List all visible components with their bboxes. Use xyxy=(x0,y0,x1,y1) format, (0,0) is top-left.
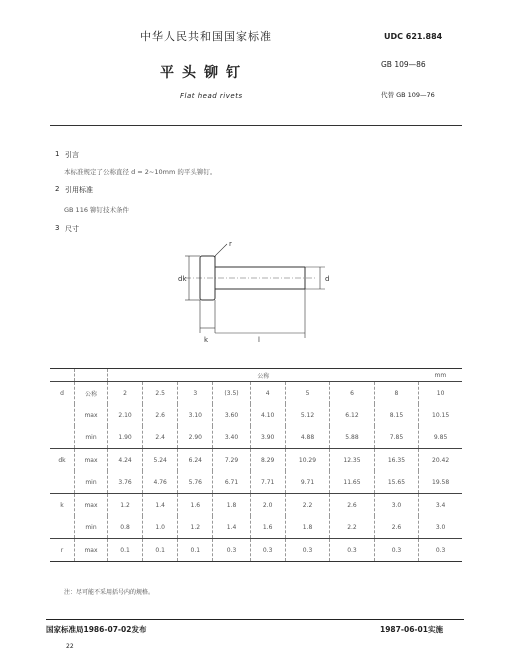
table-cell: 2.5 xyxy=(143,382,178,405)
standard-org: 中华人民共和国国家标准 xyxy=(140,30,272,43)
section-2-number: 2 xyxy=(55,185,60,193)
table-cell: 3.0 xyxy=(435,523,446,531)
table-cell: 2 xyxy=(108,382,143,405)
effective-date: 1987-06-01实施 xyxy=(380,625,443,634)
table-footnote: 注：尽可能不采用括号内的规格。 xyxy=(64,589,155,596)
table-cell: 0.1 xyxy=(143,539,178,562)
issue-date: 国家标准局1986-07-02发布 xyxy=(46,625,147,634)
table-cell: 1.2 xyxy=(108,494,143,517)
row-symbol xyxy=(50,516,75,539)
table-cell: 4.76 xyxy=(143,471,178,494)
table-header-row xyxy=(50,369,462,382)
table-cell: 3.10 xyxy=(178,404,213,426)
row-symbol xyxy=(50,404,75,426)
row-qualifier: max xyxy=(75,449,108,472)
table-header-label-right: mm xyxy=(434,371,447,379)
table-cell: 1.6 xyxy=(178,494,213,517)
table-cell: 3.60 xyxy=(213,404,250,426)
table-cell: 5.76 xyxy=(178,471,213,494)
table-cell: 2.0 xyxy=(250,494,285,517)
row-symbol: dk xyxy=(50,449,75,472)
table-row xyxy=(50,404,462,426)
table-row xyxy=(50,494,462,517)
table-cell: 19.58 xyxy=(432,478,450,486)
row-symbol xyxy=(50,426,75,449)
table-cell: 2.4 xyxy=(143,426,178,449)
table-cell: 6.71 xyxy=(213,471,250,494)
table-cell: 1.90 xyxy=(108,426,143,449)
footer-rule xyxy=(46,619,464,620)
table-cell: 0.3 xyxy=(213,539,250,562)
table-row xyxy=(50,471,462,494)
section-1-heading: 引言 xyxy=(65,151,79,159)
udc-code: UDC 621.884 xyxy=(384,32,443,41)
table-cell: 0.1 xyxy=(178,539,213,562)
table-cell: 9.85 xyxy=(433,433,448,441)
table-cell: 11.65 xyxy=(330,471,374,494)
table-cell: 2.6 xyxy=(374,516,418,539)
table-cell: 5.24 xyxy=(143,449,178,472)
table-cell: 15.65 xyxy=(374,471,418,494)
table-cell: 12.35 xyxy=(330,449,374,472)
row-symbol: d xyxy=(50,382,75,405)
table-cell: 7.85 xyxy=(374,426,418,449)
table-cell: 1.4 xyxy=(213,516,250,539)
table-cell: 6.12 xyxy=(330,404,374,426)
section-3-number: 3 xyxy=(55,224,60,232)
standard-code: GB 109—86 xyxy=(381,60,426,69)
table-cell: 1.8 xyxy=(213,494,250,517)
dk-label: dk xyxy=(178,275,187,283)
table-cell: 2.2 xyxy=(330,516,374,539)
row-qualifier: max xyxy=(75,404,108,426)
dimension-table xyxy=(50,368,462,562)
table-cell: 4.10 xyxy=(250,404,285,426)
table-cell: 0.3 xyxy=(374,539,418,562)
table-cell: 6 xyxy=(330,382,374,405)
section-2-heading: 引用标准 xyxy=(65,186,93,194)
table-cell: 7.71 xyxy=(250,471,285,494)
section-2-body: GB 116 铆钉技术条件 xyxy=(64,206,130,214)
table-cell: 0.3 xyxy=(419,539,462,562)
table-cell: 3.90 xyxy=(250,426,285,449)
title-english: Flat head rivets xyxy=(180,92,243,100)
table-cell: 6.24 xyxy=(178,449,213,472)
row-qualifier: min xyxy=(75,471,108,494)
table-cell: 1.0 xyxy=(143,516,178,539)
row-symbol: k xyxy=(50,494,75,517)
table-row xyxy=(50,449,462,472)
table-cell: 1.2 xyxy=(178,516,213,539)
table-cell: 2.2 xyxy=(285,494,329,517)
table-row xyxy=(50,516,462,539)
row-qualifier: 公称 xyxy=(75,382,108,405)
row-symbol: r xyxy=(50,539,75,562)
table-cell: 1.8 xyxy=(285,516,329,539)
row-qualifier: max xyxy=(75,539,108,562)
table-row xyxy=(50,539,462,562)
table-cell: (3.5) xyxy=(213,382,250,405)
table-cell: 0.3 xyxy=(285,539,329,562)
table-cell: 1.6 xyxy=(250,516,285,539)
table-cell: 2.90 xyxy=(178,426,213,449)
table-cell: 9.71 xyxy=(285,471,329,494)
table-cell: 3.0 xyxy=(374,494,418,517)
rivet-diagram xyxy=(165,238,350,348)
page-number: 22 xyxy=(66,643,74,650)
row-qualifier: max xyxy=(75,494,108,517)
table-cell: 4.24 xyxy=(108,449,143,472)
l-label: l xyxy=(258,336,260,344)
table-cell: 8.29 xyxy=(250,449,285,472)
table-cell: 4 xyxy=(250,382,285,405)
table-cell: 0.1 xyxy=(108,539,143,562)
table-cell: 5.12 xyxy=(285,404,329,426)
table-cell: 20.42 xyxy=(419,449,462,472)
row-qualifier: min xyxy=(75,426,108,449)
table-cell: 0.8 xyxy=(108,516,143,539)
header-rule xyxy=(50,125,462,126)
table-cell: 10 xyxy=(419,382,462,405)
row-symbol xyxy=(50,471,75,494)
table-cell: 7.29 xyxy=(213,449,250,472)
table-header-label: 公称 xyxy=(257,372,270,380)
table-cell: 2.6 xyxy=(143,404,178,426)
page-title: 平头铆钉 xyxy=(160,65,248,81)
row-qualifier: min xyxy=(75,516,108,539)
table-cell: 16.35 xyxy=(374,449,418,472)
table-row xyxy=(50,382,462,405)
table-cell: 5.88 xyxy=(330,426,374,449)
section-3-heading: 尺寸 xyxy=(65,225,79,233)
r-label: r xyxy=(229,240,232,248)
table-cell: 0.3 xyxy=(330,539,374,562)
section-1-body: 本标准规定了公称直径 d = 2~10mm 的平头铆钉。 xyxy=(64,168,217,176)
table-cell: 8 xyxy=(374,382,418,405)
table-cell: 2.10 xyxy=(108,404,143,426)
table-row xyxy=(50,426,462,449)
table-cell: 3.4 xyxy=(419,494,462,517)
table-cell: 5 xyxy=(285,382,329,405)
r-leader xyxy=(215,244,227,256)
d-label: d xyxy=(325,275,330,283)
table-cell: 3.76 xyxy=(108,471,143,494)
table-cell: 3 xyxy=(178,382,213,405)
table-cell: 10.29 xyxy=(285,449,329,472)
table-cell: 2.6 xyxy=(330,494,374,517)
table-cell: 0.3 xyxy=(250,539,285,562)
table-cell: 1.4 xyxy=(143,494,178,517)
table-cell: 4.88 xyxy=(285,426,329,449)
table-cell: 10.15 xyxy=(432,411,450,419)
table-cell: 8.15 xyxy=(374,404,418,426)
section-1-number: 1 xyxy=(55,150,60,158)
replaces-code: 代替 GB 109—76 xyxy=(381,91,435,99)
k-label: k xyxy=(204,336,209,344)
table-cell: 3.40 xyxy=(213,426,250,449)
